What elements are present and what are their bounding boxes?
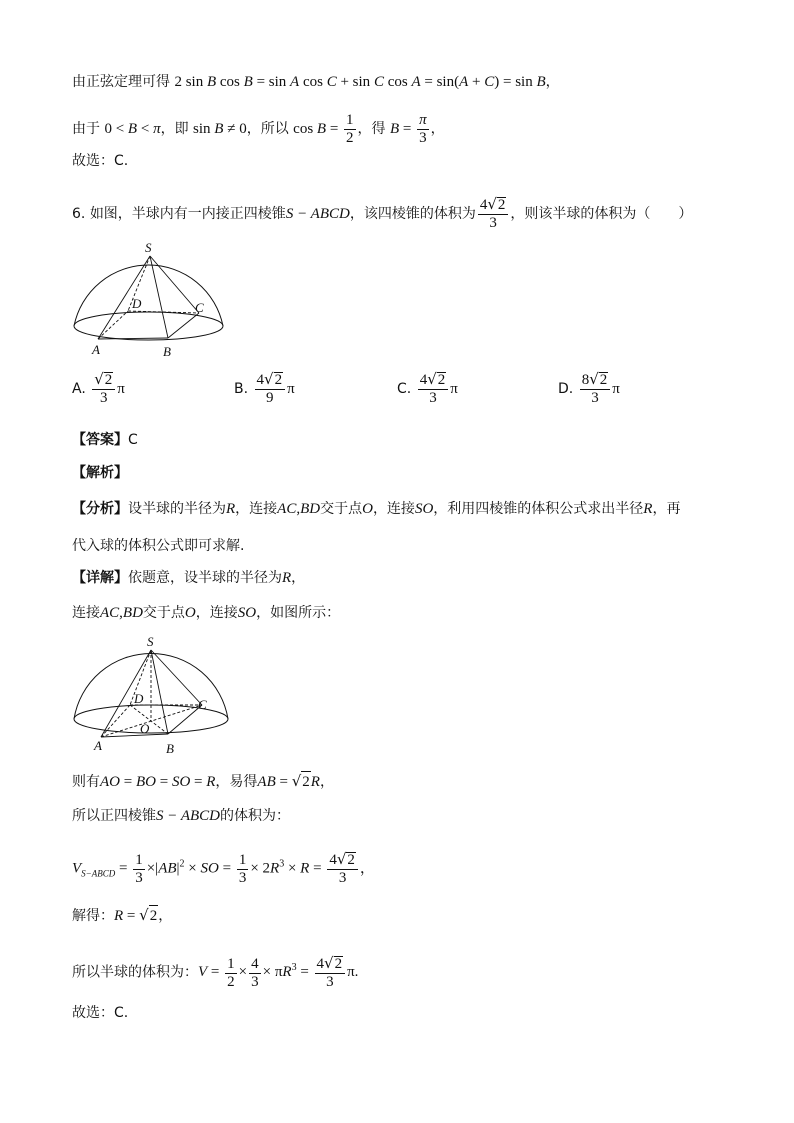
hemisphere-figure-2 (68, 633, 238, 758)
detail-line-4: 所以正四棱锥S − ABCD的体积为： (72, 808, 291, 824)
detail-line-sphere: 所以半球的体积为：V = $\frac{1}{2}$ × $\frac{4}{3}$ × $\pi R^3$ = $\frac{4√2}{3}$ π. (72, 954, 359, 990)
detail-line-3: 则有AO = BO = SO = R，易得AB = √2R， (72, 772, 334, 790)
option-c[interactable]: C. $\frac{4√2}{3}$ π (397, 370, 458, 406)
option-a[interactable]: A. $\frac{√2}{3}$ π (72, 370, 125, 406)
label-C: C (195, 300, 204, 315)
detail-line-2: 连接AC,BD交于点O，连接SO，如图所示： (72, 605, 341, 621)
prev-line-1: 由正弦定理可得 2 sin B cos B = sin A cos C + sin C cos A = sin(A + C) = sin B， (72, 74, 560, 90)
base-ellipse (74, 312, 223, 340)
hemisphere-dome (74, 265, 223, 326)
volume-fraction: $\frac{4√2}{3}$ (478, 197, 509, 231)
analysis-line-1: 【分析】设半球的半径为R，连接AC,BD交于点O，连接SO，利用四棱锥的体积公式求出半径R，再 (72, 501, 681, 517)
option-b[interactable]: B. $\frac{4√2}{9}$ π (234, 370, 295, 406)
jiexi-label: 【解析】 (72, 465, 128, 481)
answer-line (72, 430, 138, 450)
detail-line-1: 【详解】依题意，设半球的半径为R， (72, 570, 306, 586)
hemisphere-figure-1 (68, 238, 233, 363)
answer-value: C (128, 432, 138, 448)
label-B: B (163, 344, 171, 359)
label-S: S (145, 240, 152, 255)
prev-line-3: 故选：C. (72, 153, 129, 169)
label-O: O (140, 721, 150, 736)
answer-label: 【答案】 (72, 432, 128, 448)
option-d[interactable]: D. $\frac{8√2}{3}$ π (558, 370, 620, 406)
prev-text: 由正弦定理可得 (72, 74, 170, 90)
sine-law-formula: 2 sin B cos B = sin A cos C + sin C cos A = sin(A + C) = sin B (174, 74, 546, 90)
label-D: D (134, 691, 144, 706)
prev-line-2: 由于 0 < B < π，即 sin B ≠ 0，所以 cos B = $\frac{1}{2}$ ，得 B = $\frac{\pi}{3}$ ， (72, 112, 445, 146)
detail-line-solve: 解得：R = √2， (72, 906, 173, 924)
label-D: D (132, 296, 142, 311)
label-B: B (166, 741, 174, 756)
label-A: A (94, 738, 102, 753)
analysis-line-2: 代入球的体积公式即可求解. (72, 538, 245, 554)
question-6-stem: 6. 如图，半球内有一内接正四棱锥S − ABCD，该四棱锥的体积为 $\frac{4√2}{3}$ ，则该半球的体积为（ ） (72, 195, 693, 231)
pyramid-name: S − ABCD (285, 206, 350, 222)
label-C: C (198, 697, 207, 712)
final-answer: 故选：C. (72, 1005, 129, 1021)
label-A: A (92, 342, 100, 357)
label-S: S (147, 634, 154, 649)
volume-formula: $V_{S-ABCD}$ = $\frac{1}{3}$ $\times|AB|^2$ × SO = $\frac{1}{3}$ × $2R^3 \times R$ = $\frac{4√2}{3}$ ， (72, 850, 375, 886)
range-formula: 0 < B < π (104, 120, 161, 137)
